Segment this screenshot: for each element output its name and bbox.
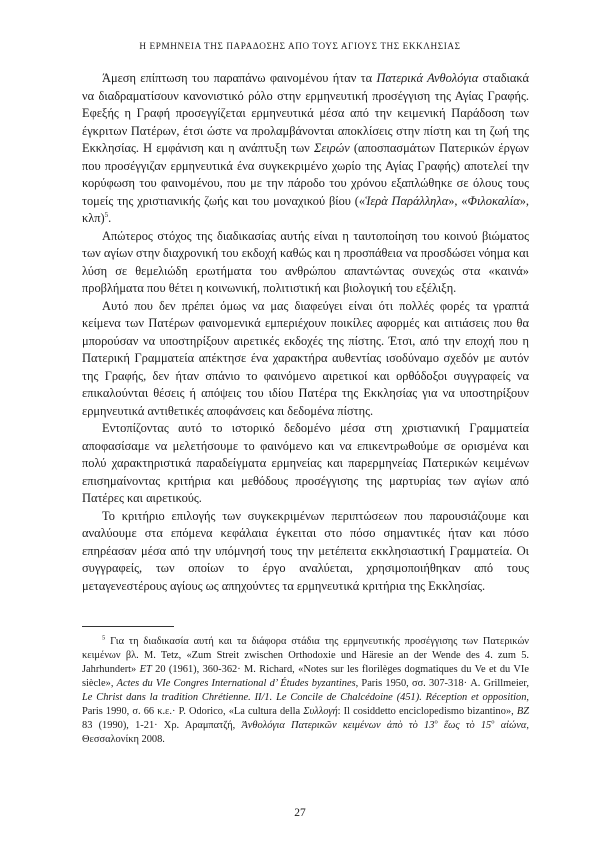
main-text (82, 70, 529, 595)
emphasis: Πατερικά Ανθολόγια (376, 71, 479, 85)
emphasis: Σειρών (313, 141, 350, 155)
page-number: 27 (294, 807, 306, 819)
paragraph-4: Εντοπίζοντας αυτό το ιστορικό δεδομένο μέσα στη χριστιανική Γραμματεία αποφασίσαμε να μελετήσουμε το φαινόμενο και να επικεντρωθούμε σε ορισμένα και πολύ χαρακτηριστικά παραδείγματα ερμηνείας και παρερμηνείας Πατερικών κειμένων επισημαίνοντας κριτήρια και μεθόδους προσέγγισης της μαρτυρίας των αγίων από Πατέρες και αιρετικούς. (82, 421, 529, 505)
footnote-ref[interactable]: 5 (104, 210, 109, 219)
paragraph-1: Άμεση επίπτωση του παραπάνω φαινομένου ήταν τα Πατερικά Ανθολόγια σταδιακά να διαδραματίσουν κανονιστικό ρόλο στην ερμηνευτική προσέγγιση της Αγίας Γραφής. Εφεξής η Γραφή προσεγγίζεται ερμηνευτικά μέσα από την κειμενική Παράδοση των έγκριτων Πατέρων, έτσι ώστε να προλαμβάνονται αποκλίσεις στην πίστη και τη ζωή της Εκκλησίας. Η εμφάνιση και η ανάπτυξη των Σειρών (αποσπασμάτων Πατερικών έργων που προσέγγιζαν ερμηνευτικά ένα συγκεκριμένο χωρίο της Αγίας Γραφής) αποτελεί την κορύφωση του φαινομένου, που με την πάροδο του χρόνου εξαπλώθηκε σε όλους τους τομείς της χριστιανικής ζωής και του μοναχικού βίου («Ἱερὰ Παράλληλα», «Φιλοκαλία», κλπ)$^5$. (82, 71, 530, 225)
footnote-number: 5 (102, 634, 106, 642)
footnote-divider (82, 626, 174, 627)
paragraph-5: Το κριτήριο επιλογής των συγκεκριμένων περιπτώσεων που παρουσιάζουμε και αναλύουμε στα επόμενα κεφάλαια έγκειται στο πόσο σημαντικές ήταν και πόσο επηρέασαν μέσα από την υπόμνησή τους την μετέπειτα εκκλησιαστική Γραμματεία. Οι συγγραφείς, των οποίων το έργο αναλύεται, χρησιμοποιήθηκαν από τους μεταγενεστέρους αγίους ως απηχούντες τα ερμηνευτικά κριτήρια της Εκκλησίας. (82, 508, 529, 593)
running-head: Η ΕΡΜΗΝΕΙΑ ΤΗΣ ΠΑΡΑΔΟΣΗΣ ΑΠΟ ΤΟΥΣ ΑΓΙΟΥΣ ΤΗΣ ΕΚΚΛΗΣΙΑΣ (139, 41, 461, 51)
emphasis: Φιλοκαλία (467, 193, 520, 208)
paragraph-2: Απώτερος στόχος της διαδικασίας αυτής είναι η ταυτοποίηση του κοινού βιώματος των αγίων στην διαχρονική του εκδοχή καθώς και η προσπάθεια να προσδώσει νόημα και λύση σε θεμελιώδη ερωτήματα του ανθρώπου απαντώντας συνεχώς στα «καινά» προβλήματα που θέτει η κοινωνική, πολιτιστική και βιολογική του εξέλιξη. (82, 228, 529, 295)
emphasis: Ἱερὰ Παράλληλα (365, 193, 449, 208)
paragraph-3: Αυτό που δεν πρέπει όμως να μας διαφεύγει είναι ότι πολλές φορές τα γραπτά κείμενα των Πατέρων φαινομενικά εμπεριέχουν ποικίλες αφορμές και αιτιάσεις που θα μπορούσαν να υποστηρίξουν αιρετικές εκδοχές της πίστης. Έτσι, από την εποχή που η Πατερική Γραμματεία απέκτησε ένα χαρακτήρα αυθεντίας ισοδύναμο σχεδόν με αυτόν της Γραφής, δεν ήταν σπάνιο το φαινόμενο αιρετικοί και ορθόδοξοι συγγραφείς να επικαλούνται θέσεις ή απόψεις του ιδίου Πατέρα της Εκκλησίας για να υποστηρίξουν ερμηνευτικά αντιθετικές αποφάνσεις και δεδομένα πίστης. (82, 298, 529, 418)
footnote: $^5$ Για τη διαδικασία αυτή και τα διάφορα στάδια της ερμηνευτικής προσέγγισης των Πατερικών κειμένων βλ. M. Tetz, «Zum Streit zwischen Orthodoxie und Häresie an der Wende des 4. zum 5. Jahrhundert» ET 20 (1961), 360-362· M. Richard, «Notes sur les florilèges dogmatiques du Ve et du VIe siècle», Actes du VIe Congres International d’ Études byzantines, Paris 1950, σσ. 307-318· A. Grillmeier, Le Christ dans la tradition Chrétienne. II/1. Le Concile de Chalcédoine (451). Réception et opposition, Paris 1990, σ. 66 κ.ε.· P. Odorico, «La cultura della Συλλογή: Il cosiddetto enciclopedismo bizantino», BZ 83 (1990), 1-21· Χρ. Αραμπατζή, Ἀνθολόγια Πατερικῶν κειμένων ἀπὸ τὸ $13^o$ ἕως τὸ $15^o$ αἰώνα, Θεσσαλονίκη 2008. (82, 634, 530, 745)
